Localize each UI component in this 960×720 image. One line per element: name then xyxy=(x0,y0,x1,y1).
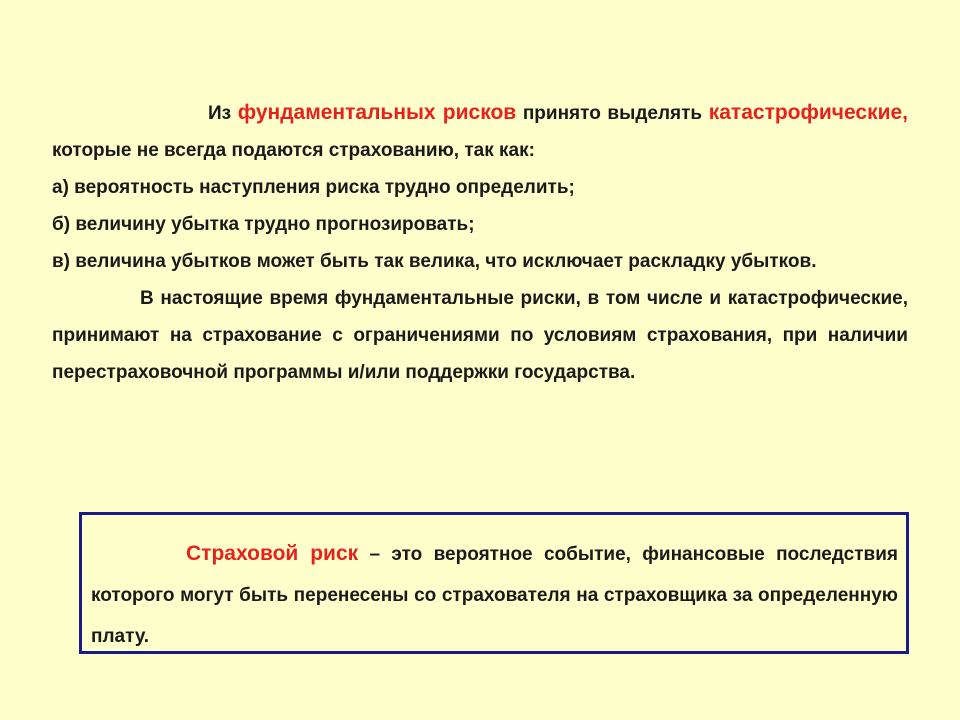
definition-text: – это вероятное событие, финансовые последствия которого могут быть перенесены со страхователя на страховщика за определенную плату. xyxy=(91,544,898,647)
current-practice-paragraph: В настоящие время фундаментальные риски, в том числе и катастрофические, принимают на страхование с ограничениями по условиям страхования, при наличии перестраховочной программы и/или поддержки государства. xyxy=(52,288,908,383)
definition-box xyxy=(79,512,909,654)
list-item-a: а) вероятность наступления риска трудно определить; xyxy=(52,177,575,198)
intro-paragraph xyxy=(52,94,908,169)
catastrophic-highlight: катастрофические, xyxy=(708,101,908,124)
fundamental-risks-highlight: фундаментальных рисков xyxy=(237,101,517,124)
intro-text-1: Из xyxy=(208,103,238,124)
intro-text-3: которые не всегда подаются страхованию, так как: xyxy=(52,140,535,161)
definition-term: Страховой риск xyxy=(186,542,359,565)
list-item-c: в) величина убытков может быть так велика, что исключает раскладку убытков. xyxy=(52,251,817,272)
slide-content xyxy=(52,94,908,391)
intro-text-2: принято выделять xyxy=(516,103,709,124)
definition-paragraph xyxy=(91,533,898,657)
list-item-b: б) величину убытка трудно прогнозировать; xyxy=(52,214,475,235)
